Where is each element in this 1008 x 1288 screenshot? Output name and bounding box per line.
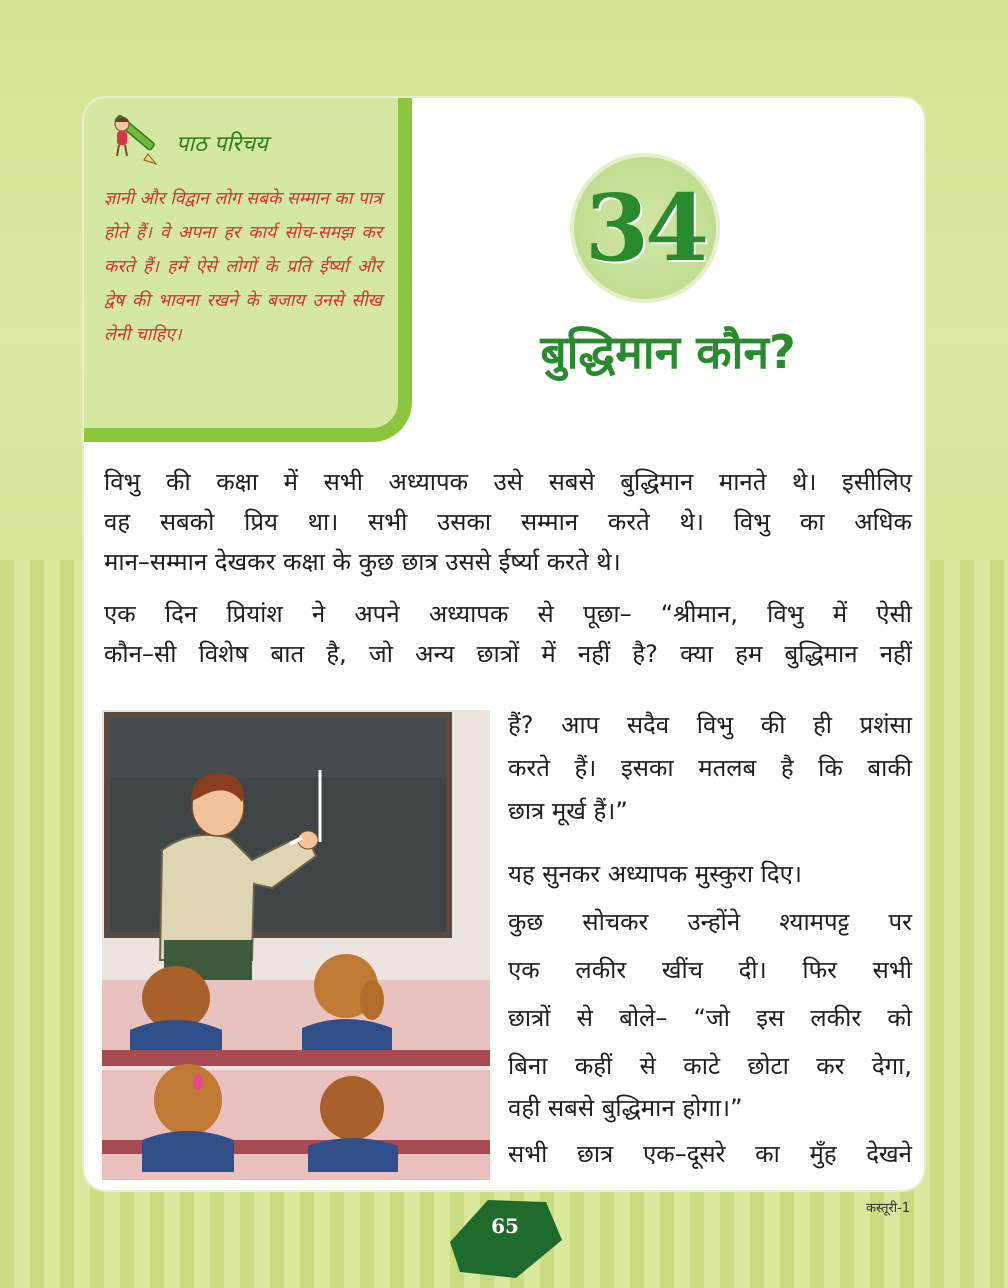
lesson-intro-box	[84, 98, 412, 442]
paragraph-3	[508, 850, 912, 1090]
text-line: विभु की कक्षा में सभी अध्यापक उसे सबसे बुद्धिमान मानते थे। इसीलिए	[104, 468, 912, 496]
text-line: करते हैं। इसका मतलब है कि बाकी	[508, 754, 912, 782]
text-line: छात्र मूर्ख हैं।”	[508, 797, 628, 825]
text-line: वह सबको प्रिय था। सभी उसका सम्मान करते थे। विभु का अधिक	[104, 508, 912, 536]
text-line: सभी छात्र एक–दूसरे का मुँह देखने	[508, 1140, 912, 1168]
paragraph-3-end	[508, 1084, 912, 1132]
text-line: कौन–सी विशेष बात है, जो अन्य छात्रों में नहीं है? क्या हम बुद्धिमान नहीं	[104, 640, 912, 668]
paragraph-2-continued	[508, 704, 912, 833]
text-line: एक लकीर खींच दी। फिर सभी	[508, 956, 912, 984]
girl-with-pencil-icon	[104, 106, 158, 166]
paragraph-1	[104, 462, 912, 582]
intro-text: ज्ञानी और विद्वान लोग सबके सम्मान का पात्र होते हैं। वे अपना हर कार्य सोच-समझ कर करते हैं। हमें ऐसे लोगों के प्रति ईर्ष्या और द्वेष की भावना रखने के बजाय उनसे सीख लेनी चाहिए।	[104, 189, 382, 345]
page-card	[84, 98, 924, 1190]
book-name: कस्तूरी-1	[866, 1201, 911, 1216]
text-line: बिना कहीं से काटे छोटा कर देगा,	[508, 1052, 912, 1080]
text-line: हैं? आप सदैव विभु की ही प्रशंसा	[508, 711, 912, 739]
text-line: कुछ सोचकर उन्होंने श्यामपट्ट पर	[508, 908, 912, 936]
text-line: यह सुनकर अध्यापक मुस्कुरा दिए।	[508, 860, 803, 888]
page-number: 65	[491, 1214, 519, 1238]
text-line: वही सबसे बुद्धिमान होगा।”	[508, 1094, 743, 1122]
paragraph-4	[508, 1132, 912, 1176]
classroom-teacher-illustration	[102, 710, 490, 1180]
text-line: मान–सम्मान देखकर कक्षा के कुछ छात्र उससे ईर्ष्या करते थे।	[104, 548, 621, 576]
text-line: छात्रों से बोले– “जो इस लकीर को	[508, 1004, 912, 1032]
chapter-title: बुद्धिमान कौन?	[540, 325, 796, 379]
chapter-number: 34	[584, 174, 706, 282]
paragraph-2	[104, 594, 912, 674]
intro-title: पाठ परिचय	[176, 132, 268, 157]
chapter-number-badge	[570, 153, 720, 303]
text-line: एक दिन प्रियांश ने अपने अध्यापक से पूछा– “श्रीमान, विभु में ऐसी	[104, 600, 912, 628]
